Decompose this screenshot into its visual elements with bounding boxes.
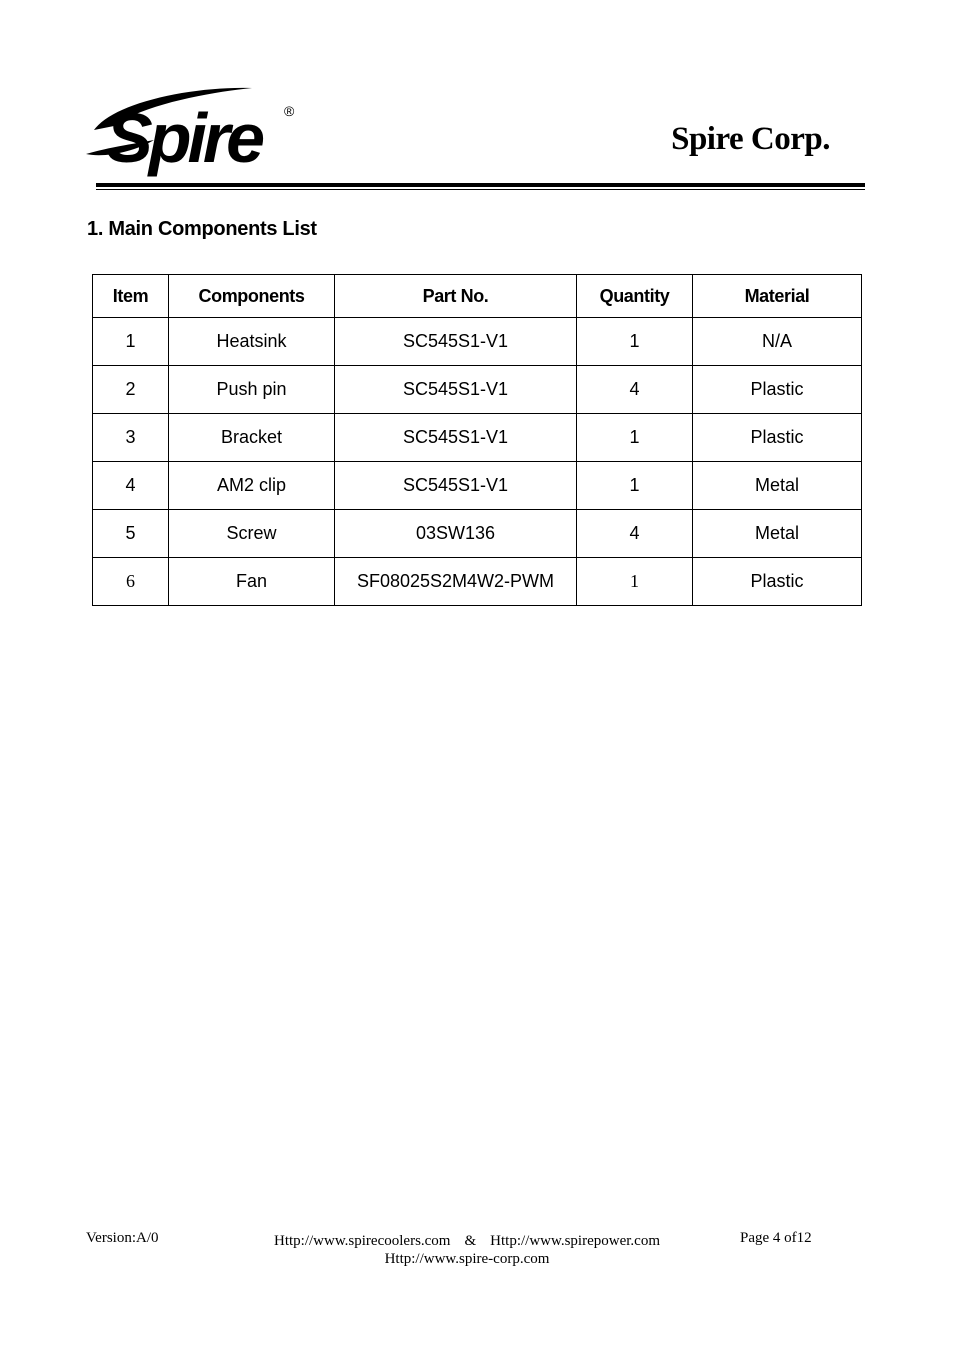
- cell-item: 5: [93, 510, 169, 558]
- cell-item: 1: [93, 318, 169, 366]
- footer-link-spirecoolers[interactable]: Http://www.spirecoolers.com: [273, 1233, 451, 1249]
- cell-part-no: SF08025S2M4W2-PWM: [335, 558, 577, 606]
- header-part-no: Part No.: [335, 275, 577, 318]
- cell-component: Heatsink: [169, 318, 335, 366]
- cell-component: AM2 clip: [169, 462, 335, 510]
- cell-material: Plastic: [693, 414, 862, 462]
- components-table: [92, 274, 862, 606]
- registered-mark: ®: [284, 103, 295, 119]
- cell-item: 2: [93, 366, 169, 414]
- table-row: [93, 462, 862, 510]
- cell-quantity: 1: [577, 414, 693, 462]
- cell-material: Plastic: [693, 366, 862, 414]
- header-material: Material: [693, 275, 862, 318]
- logo-text: Spire: [106, 99, 262, 177]
- cell-part-no: 03SW136: [335, 510, 577, 558]
- cell-part-no: SC545S1-V1: [335, 318, 577, 366]
- cell-quantity: 4: [577, 366, 693, 414]
- cell-material: Metal: [693, 462, 862, 510]
- cell-item: 6: [93, 558, 169, 606]
- footer-version: Version:A/0: [86, 1230, 159, 1246]
- cell-component: Fan: [169, 558, 335, 606]
- spire-logo: [84, 82, 306, 178]
- header-rule-thin: [96, 189, 865, 190]
- spire-logo-mark: [84, 82, 306, 178]
- cell-item: 3: [93, 414, 169, 462]
- header-rule: [96, 183, 865, 187]
- table-header-row: [93, 275, 862, 318]
- cell-material: Plastic: [693, 558, 862, 606]
- cell-quantity: 1: [577, 462, 693, 510]
- cell-quantity: 4: [577, 510, 693, 558]
- footer-links: [252, 1232, 682, 1268]
- cell-component: Push pin: [169, 366, 335, 414]
- table-row: [93, 510, 862, 558]
- table-row: [93, 366, 862, 414]
- header-item: Item: [93, 275, 169, 318]
- table-row: [93, 318, 862, 366]
- cell-item: 4: [93, 462, 169, 510]
- header-components: Components: [169, 275, 335, 318]
- cell-material: Metal: [693, 510, 862, 558]
- footer-ampersand: &: [464, 1233, 477, 1249]
- cell-material: N/A: [693, 318, 862, 366]
- footer-link-spirepower[interactable]: Http://www.spirepower.com: [490, 1233, 660, 1249]
- cell-part-no: SC545S1-V1: [335, 414, 577, 462]
- company-name: Spire Corp.: [671, 121, 830, 157]
- footer-links-line-1: [252, 1232, 682, 1250]
- cell-component: Bracket: [169, 414, 335, 462]
- table-row: [93, 558, 862, 606]
- cell-quantity: 1: [577, 558, 693, 606]
- cell-quantity: 1: [577, 318, 693, 366]
- cell-component: Screw: [169, 510, 335, 558]
- cell-part-no: SC545S1-V1: [335, 462, 577, 510]
- cell-part-no: SC545S1-V1: [335, 366, 577, 414]
- footer-link-spire-corp[interactable]: Http://www.spire-corp.com: [384, 1251, 550, 1267]
- header-quantity: Quantity: [577, 275, 693, 318]
- footer-page-number: Page 4 of12: [740, 1230, 812, 1246]
- table-row: [93, 414, 862, 462]
- section-title: 1. Main Components List: [87, 218, 317, 240]
